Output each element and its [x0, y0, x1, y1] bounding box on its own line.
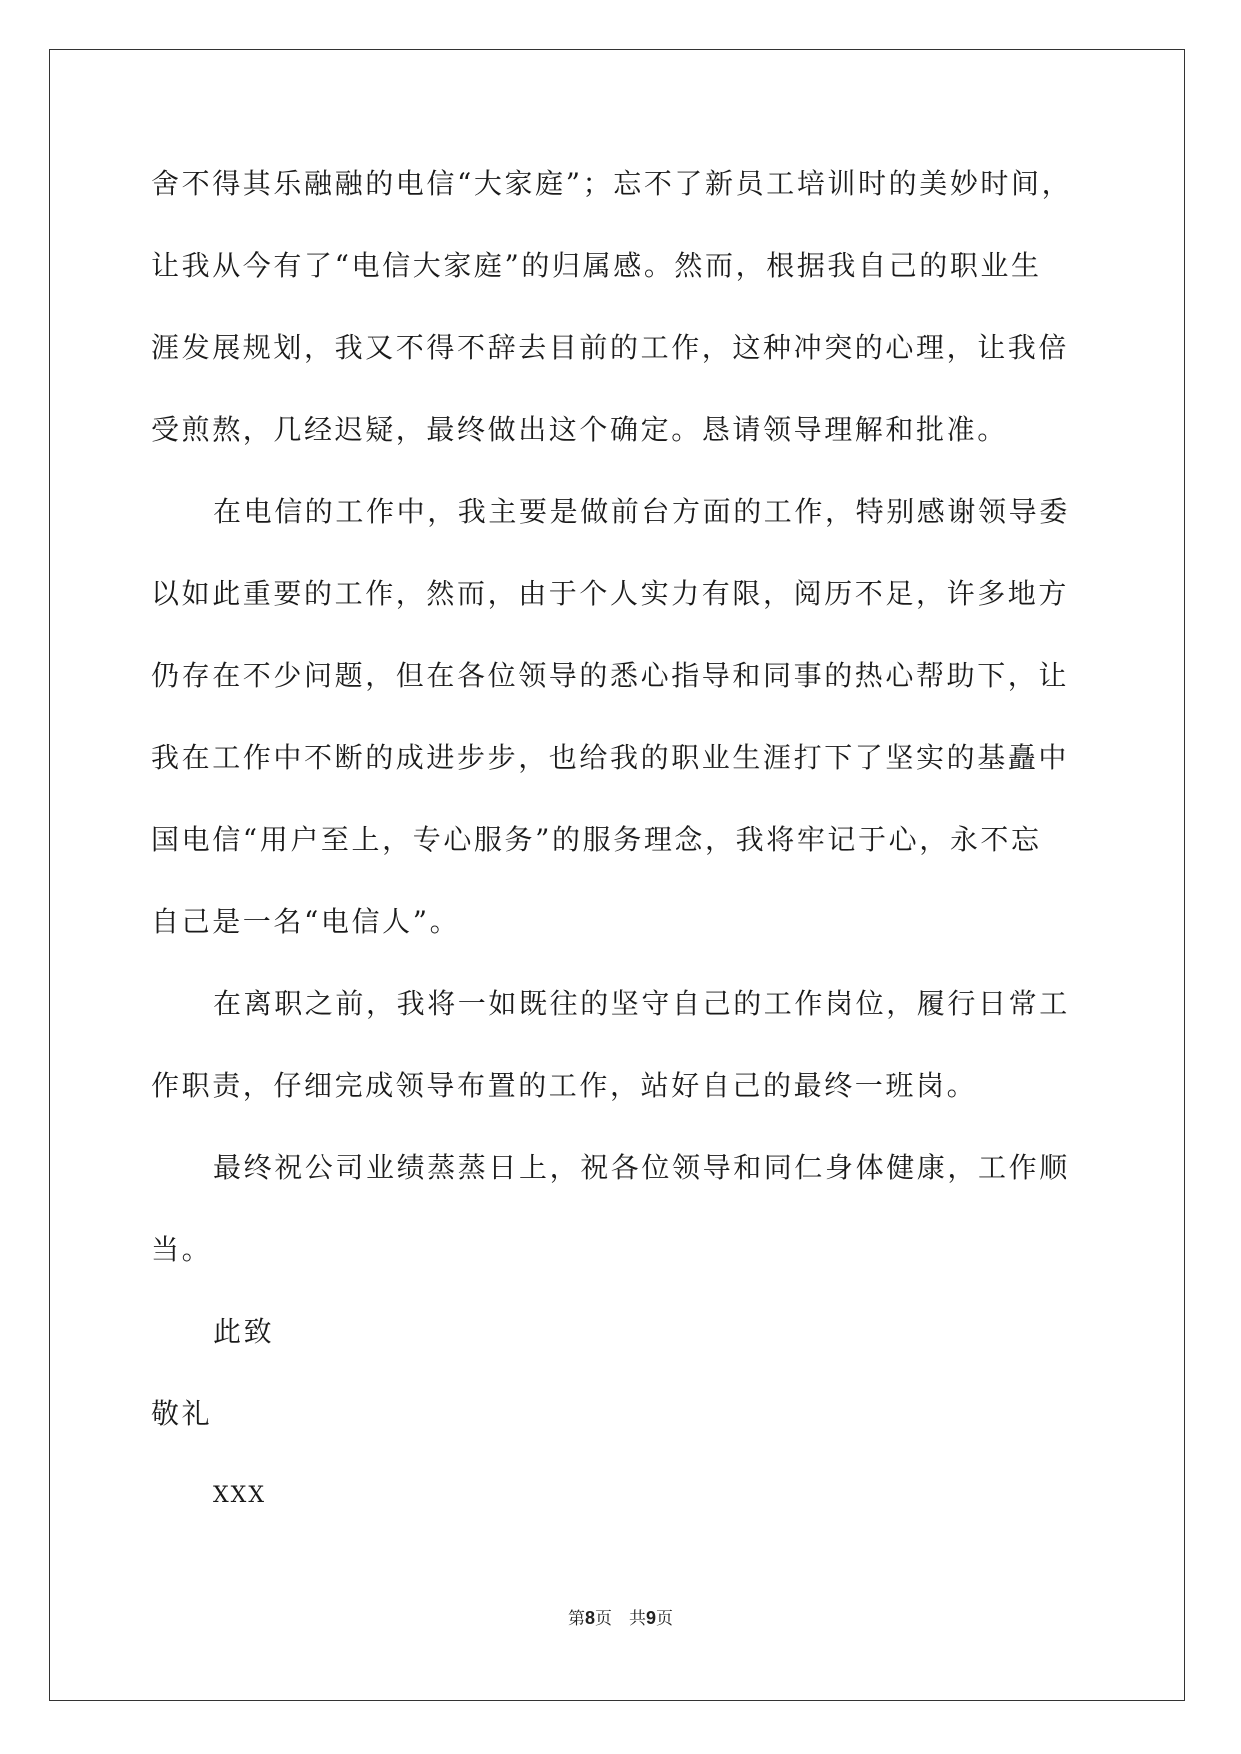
paragraph-line: 仍存在不少问题，但在各位领导的悉心指导和同事的热心帮助下，让: [151, 659, 1070, 692]
current-page-number: 8: [584, 1608, 595, 1628]
paragraph-line: 受煎熬，几经迟疑，最终做出这个确定。恳请领导理解和批准。: [151, 413, 1008, 446]
paragraph-line: 让我从今有了“电信大家庭”的归属感。然而，根据我自己的职业生: [151, 249, 1042, 282]
letter-body: [151, 160, 1097, 1554]
paragraph-line: 最终祝公司业绩蒸蒸日上，祝各位领导和同仁身体健康，工作顺: [213, 1151, 1070, 1184]
closing-salutation: 此致: [213, 1315, 275, 1348]
paragraph-line: 国电信“用户至上，专心服务”的服务理念，我将牢记于心，永不忘: [151, 823, 1042, 856]
footer-suffix: 页: [656, 1609, 674, 1629]
paragraph-line: 以如此重要的工作，然而，由于个人实力有限，阅历不足，许多地方: [151, 577, 1070, 610]
closing-regards: 敬礼: [151, 1397, 213, 1430]
paragraph-line: 自己是一名“电信人”。: [151, 905, 461, 938]
total-page-number: 9: [646, 1608, 657, 1628]
paragraph-line: 在电信的工作中，我主要是做前台方面的工作，特别感谢领导委: [213, 495, 1070, 528]
paragraph-line: 作职责，仔细完成领导布置的工作，站好自己的最终一班岗。: [151, 1069, 978, 1102]
paragraph-line: 涯发展规划，我又不得不辞去目前的工作，这种冲突的心理，让我倍: [151, 331, 1070, 364]
footer-prefix: 第: [567, 1609, 585, 1629]
footer-middle: 页 共: [595, 1609, 646, 1629]
paragraph-line: 我在工作中不断的成进步步，也给我的职业生涯打下了坚实的基矗中: [151, 741, 1070, 774]
signature: XXX: [213, 1483, 266, 1508]
paragraph-line: 当。: [151, 1233, 213, 1266]
paragraph-line: 在离职之前，我将一如既往的坚守自己的工作岗位，履行日常工: [213, 987, 1070, 1020]
page-footer: [0, 1604, 1241, 1629]
paragraph-line: 舍不得其乐融融的电信“大家庭”；忘不了新员工培训时的美妙时间，: [151, 167, 1073, 200]
